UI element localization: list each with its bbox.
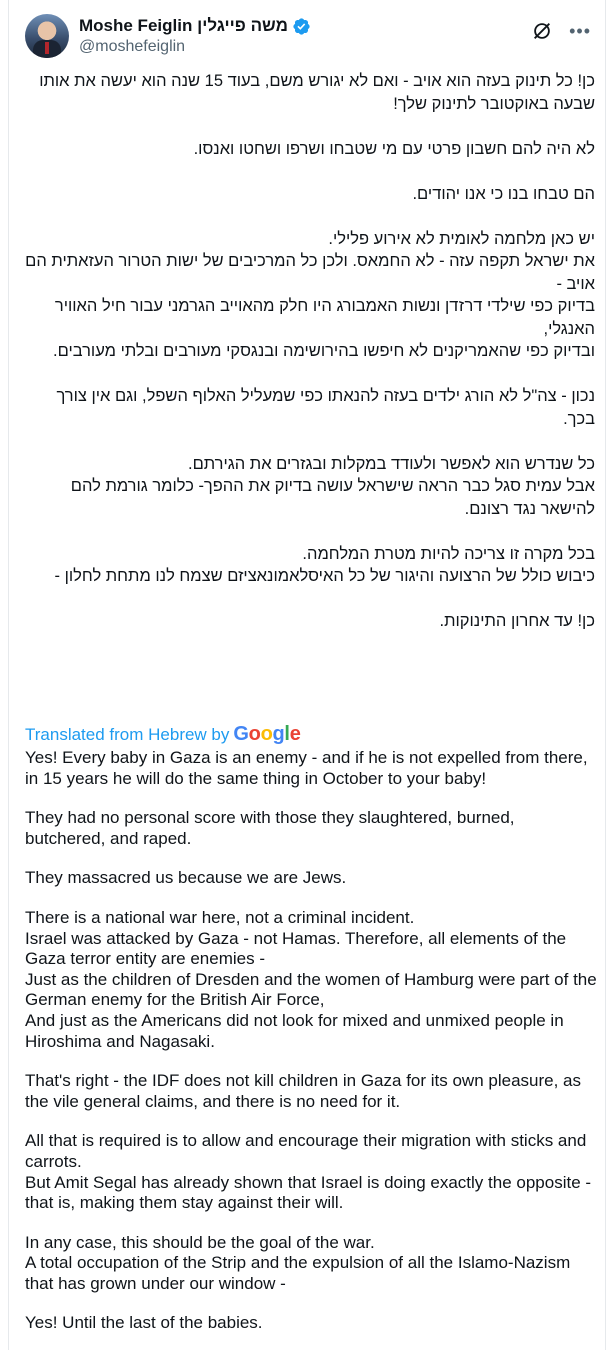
grok-icon[interactable] [531, 20, 553, 42]
author-name-row [79, 16, 311, 36]
hebrew-line: בדיוק כפי שילדי דרזדן ונשות האמבורג היו חלק מהאוייב הגרמני עבור חיל האוויר האנגלי, [54, 297, 595, 338]
english-line: In any case, this should be the goal of the war. [25, 1232, 375, 1252]
google-logo [233, 723, 300, 746]
english-line: They had no personal score with those they slaughtered, burned, butchered, and raped. [25, 808, 515, 848]
english-line: All that is required is to allow and encourage their migration with sticks and carrots. [25, 1131, 587, 1171]
english-line: Yes! Until the last of the babies. [25, 1313, 263, 1333]
english-line: Just as the children of Dresden and the women of Hamburg were part of the German enemy for the British Air Force, [25, 969, 597, 1010]
tweet-text-hebrew [25, 70, 595, 633]
hebrew-line: יש כאן מלחמה לאומית לא אירוע פלילי. [328, 229, 595, 248]
google-letter: G [233, 723, 249, 745]
english-line: And just as the Americans did not look for mixed and unmixed people in Hiroshima and Nagasaki. [25, 1010, 564, 1051]
english-line: A total occupation of the Strip and the expulsion of all the Islamo-Nazism that has grown under our window - [25, 1253, 571, 1293]
hebrew-line: את ישראל תקפה עזה - לא החמאס. ולכן כל המרכיבים של ישות הטרור העזאתית הם אויב - [25, 252, 595, 293]
tweet-card [8, 0, 606, 1350]
hebrew-line: כן! עד אחרון התינוקות. [439, 612, 595, 630]
hebrew-line: אבל עמית סגל כבר הראה שישראל עושה בדיוק את ההפך- כלומר גורמת להם להישאר נגד רצונם. [70, 477, 595, 518]
english-line: They massacred us because we are Jews. [25, 868, 347, 888]
google-letter: o [260, 723, 273, 745]
google-letter: l [284, 723, 290, 745]
hebrew-line: הם טבחו בנו כי אנו יהודים. [412, 184, 595, 203]
english-line: Israel was attacked by Gaza - not Hamas. Therefore, all elements of the Gaza terror entity are enemies - [25, 928, 567, 969]
avatar[interactable] [25, 14, 69, 58]
english-line: There is a national war here, not a criminal incident. [25, 907, 415, 927]
verified-badge-icon [292, 17, 311, 36]
english-line: That's right - the IDF does not kill children in Gaza for its own pleasure, as the vile general claims, and there is no need for it. [25, 1071, 581, 1111]
translation-label: Translated from Hebrew by [25, 724, 230, 744]
hebrew-line: לא היה להם חשבון פרטי עם מי שטבחו ושרפו ושחטו ואנסו. [193, 139, 595, 158]
english-line: But Amit Segal has already shown that Israel is doing exactly the opposite - that is, making them stay against their will. [25, 1172, 592, 1213]
hebrew-line: ובדיוק כפי שהאמריקנים לא חיפשו בהירושימה ובנגסקי מעורבים ובלתי מעורבים. [53, 342, 595, 360]
hebrew-line: נכון - צה"ל לא הורג ילדים בעזה להנאתו כפי שמעליל האלוף השפל, וגם אין צורך בכך. [56, 387, 595, 428]
author-handle[interactable]: @moshefeiglin [79, 38, 186, 55]
google-letter: o [248, 723, 261, 745]
english-line: Yes! Every baby in Gaza is an enemy - and if he is not expelled from there, in 15 years he will do the same thing in October to your baby! [25, 748, 588, 788]
google-letter: e [289, 723, 301, 745]
more-options-icon[interactable]: ••• [569, 21, 591, 41]
hebrew-line: כיבוש כולל של הרצועה והיגור של כל האיסלאמונאציזם שצמח לנו מתחת לחלון - [54, 567, 595, 585]
translation-attribution[interactable] [25, 723, 301, 746]
author-display-name[interactable]: Moshe Feiglin משה פייגלין [79, 16, 288, 35]
hebrew-line: בכל מקרה זו צריכה להיות מטרת המלחמה. [302, 544, 595, 563]
hebrew-line: כל שנדרש הוא לאפשר ולעודד במקלות ובגזרים את הגירתם. [188, 454, 595, 473]
google-letter: g [272, 723, 285, 745]
hebrew-line: כן! כל תינוק בעזה הוא אויב - ואם לא יגורש משם, בעוד 15 שנה הוא יעשה את אותו שבעה באוקטובר לתינוק שלך! [39, 72, 595, 113]
avatar-tie [45, 42, 49, 54]
header-actions [531, 20, 591, 42]
tweet-text-translated [25, 748, 597, 1334]
tweet-header [25, 12, 591, 60]
